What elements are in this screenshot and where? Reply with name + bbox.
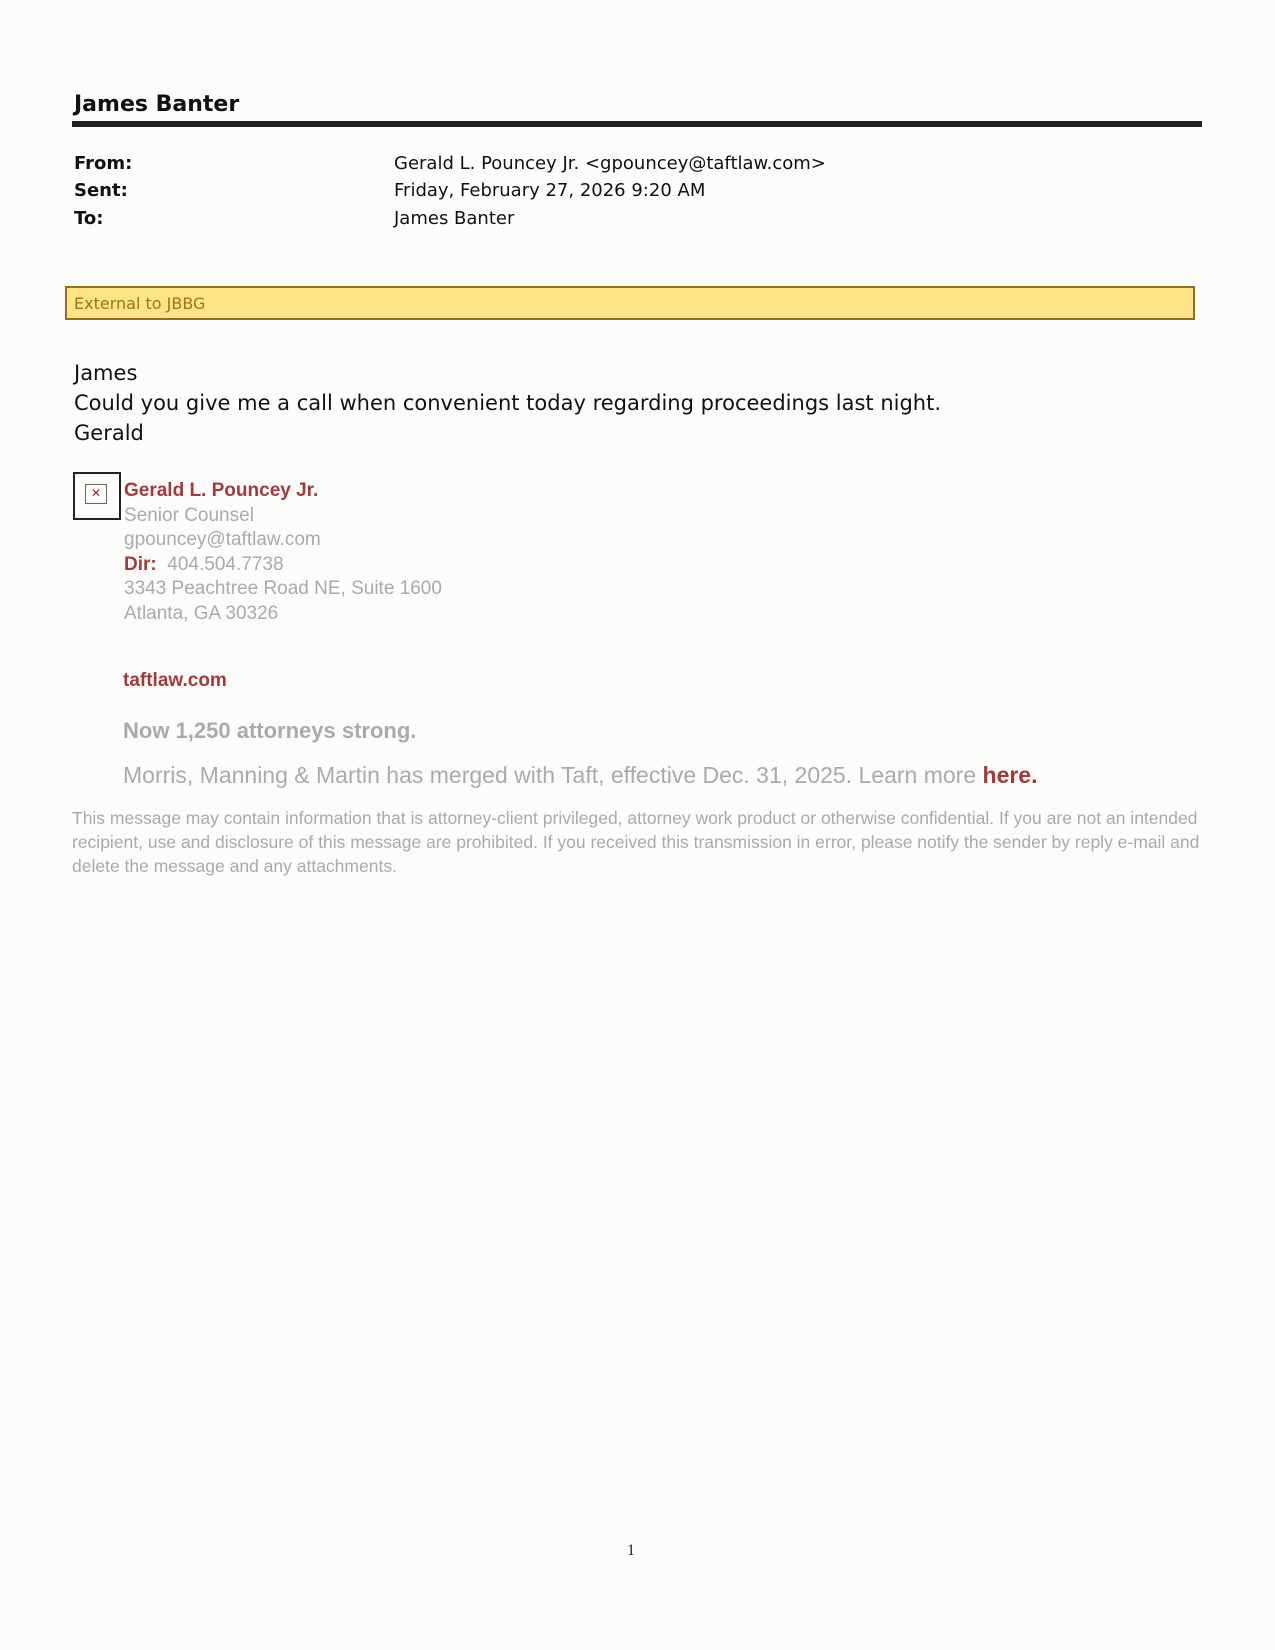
tagline: Now 1,250 attorneys strong. <box>123 718 417 743</box>
signature-email[interactable]: gpouncey@taftlaw.com <box>124 529 321 550</box>
signature-phone: 404.504.7738 <box>167 553 284 575</box>
to-label: To: <box>74 208 104 229</box>
from-value: Gerald L. Pouncey Jr. <gpouncey@taftlaw.com> <box>394 153 826 174</box>
dir-label: Dir: <box>124 553 157 575</box>
confidentiality-disclaimer: This message may contain information that is attorney-client privileged, attorney work product or otherwise confidential. If you are not an intended recipient, use and disclosure of this message are prohibited. If you received this transmission in error, please notify the sender by reply e-mail and delete the message and any attachments. <box>72 808 1200 876</box>
address-line-1: 3343 Peachtree Road NE, Suite 1600 <box>124 578 442 599</box>
mailbox-owner-name: James Banter <box>74 92 240 117</box>
website-link[interactable]: taftlaw.com <box>123 670 227 691</box>
header-divider <box>72 121 1202 127</box>
signature-title: Senior Counsel <box>124 504 254 526</box>
broken-image-placeholder <box>73 472 121 520</box>
merger-text: Morris, Manning & Martin has merged with Taft, effective Dec. 31, 2025. Learn more <box>123 762 983 788</box>
greeting: James <box>74 361 138 385</box>
sent-label: Sent: <box>74 180 128 201</box>
message-line: Could you give me a call when convenient today regarding proceedings last night. <box>74 391 942 415</box>
page-number: 1 <box>627 1542 635 1559</box>
broken-image-icon: ✕ <box>85 484 107 504</box>
learn-more-link[interactable]: here. <box>982 762 1038 788</box>
message-body <box>74 358 941 448</box>
from-label: From: <box>74 153 133 174</box>
banner-text: External to JBBG <box>74 294 206 313</box>
external-warning-banner <box>65 286 1195 320</box>
address-line-2: Atlanta, GA 30326 <box>124 602 279 624</box>
sign-off: Gerald <box>74 421 144 445</box>
to-value: James Banter <box>394 208 515 229</box>
signature-name: Gerald L. Pouncey Jr. <box>124 480 319 501</box>
sent-value: Friday, February 27, 2026 9:20 AM <box>394 180 706 201</box>
signature-block <box>124 479 442 626</box>
merger-notice <box>123 762 1038 789</box>
